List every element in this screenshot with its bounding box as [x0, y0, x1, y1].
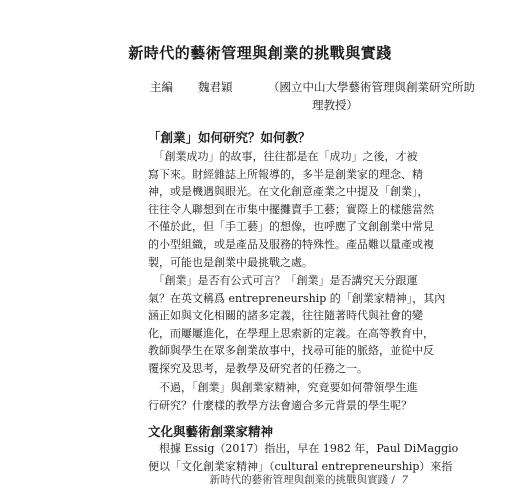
footer-separator: / [391, 474, 395, 486]
paragraph-line: 往往令人聯想到在市集中擺攤賣手工藝；實際上的樣態當然 [148, 202, 434, 216]
editor-label: 主編 [150, 80, 173, 94]
paragraph-line: 製，可能也是創業中最挑戰之處。 [148, 255, 313, 269]
editor-affiliation-line2: 理教授） [312, 98, 358, 112]
paragraph-line: 便以「文化創業家精神」（cultural entrepreneurship）來指 [148, 459, 453, 473]
paragraph-line: 涵正如與文化相關的諸多定義，往往隨著時代與社會的變 [148, 309, 423, 323]
footer-running-title: 新時代的藝術管理與創業的挑戰與實踐 [209, 474, 389, 486]
paragraph-success-stories [148, 148, 434, 271]
paragraph-line: 不過，「創業」與創業家精神，究竟要如何帶領學生進 [148, 381, 418, 394]
paragraph-line: 行研究？什麼樣的教學方法會適合多元背景的學生呢？ [148, 398, 412, 412]
paragraph-line: 根據 Essig（2017）指出，早在 1982 年，Paul DiMaggio [148, 442, 459, 455]
paragraph-line: 覆探究及思考，是教學及研究者的任務之一。 [148, 361, 368, 375]
section-heading-research: 「創業」如何研究？如何教？ [148, 130, 311, 145]
paragraph-line: 「創業」是否有公式可言？「創業」是否講究天分跟運 [148, 274, 418, 287]
paragraph-essig [148, 440, 459, 475]
paragraph-teaching-question [148, 379, 418, 414]
paragraph-line: 的小型組織，或是產品及服務的特殊性。產品難以量產或複 [148, 237, 434, 251]
running-footer [210, 472, 408, 487]
section-heading-cultural-entrepreneurship: 文化與藝術創業家精神 [148, 424, 274, 439]
editor-name: 魏君穎 [198, 80, 233, 94]
editor-affiliation-line1: （國立中山大學藝術管理與創業研究所助 [268, 80, 475, 94]
paragraph-line: 教師與學生在眾多創業故事中，找尋可能的脈絡，並從中反 [148, 344, 434, 358]
paragraph-line: 不僅於此，但「手工藝」的想像，也呼應了文創創業中常見 [148, 220, 434, 234]
page-title: 新時代的藝術管理與創業的挑戰與實踐 [128, 44, 392, 62]
paragraph-line: 「創業成功」的故事，往往都是在「成功」之後，才被 [148, 150, 418, 163]
paragraph-line: 化，而屢屢進化，在學理上思索新的定義。在高等教育中， [148, 326, 434, 340]
page-number: 7 [401, 474, 408, 486]
paragraph-line: 寫下來。財經雜誌上所報導的，多半是創業家的理念、精 [148, 167, 423, 181]
paragraph-line: 神，或是機遇與眼光。在文化創意產業之中提及「創業」， [148, 185, 429, 199]
paragraph-formula-question [148, 272, 446, 378]
paragraph-line: 氣？在英文稱爲 entrepreneurship 的「創業家精神」，其內 [148, 291, 446, 305]
